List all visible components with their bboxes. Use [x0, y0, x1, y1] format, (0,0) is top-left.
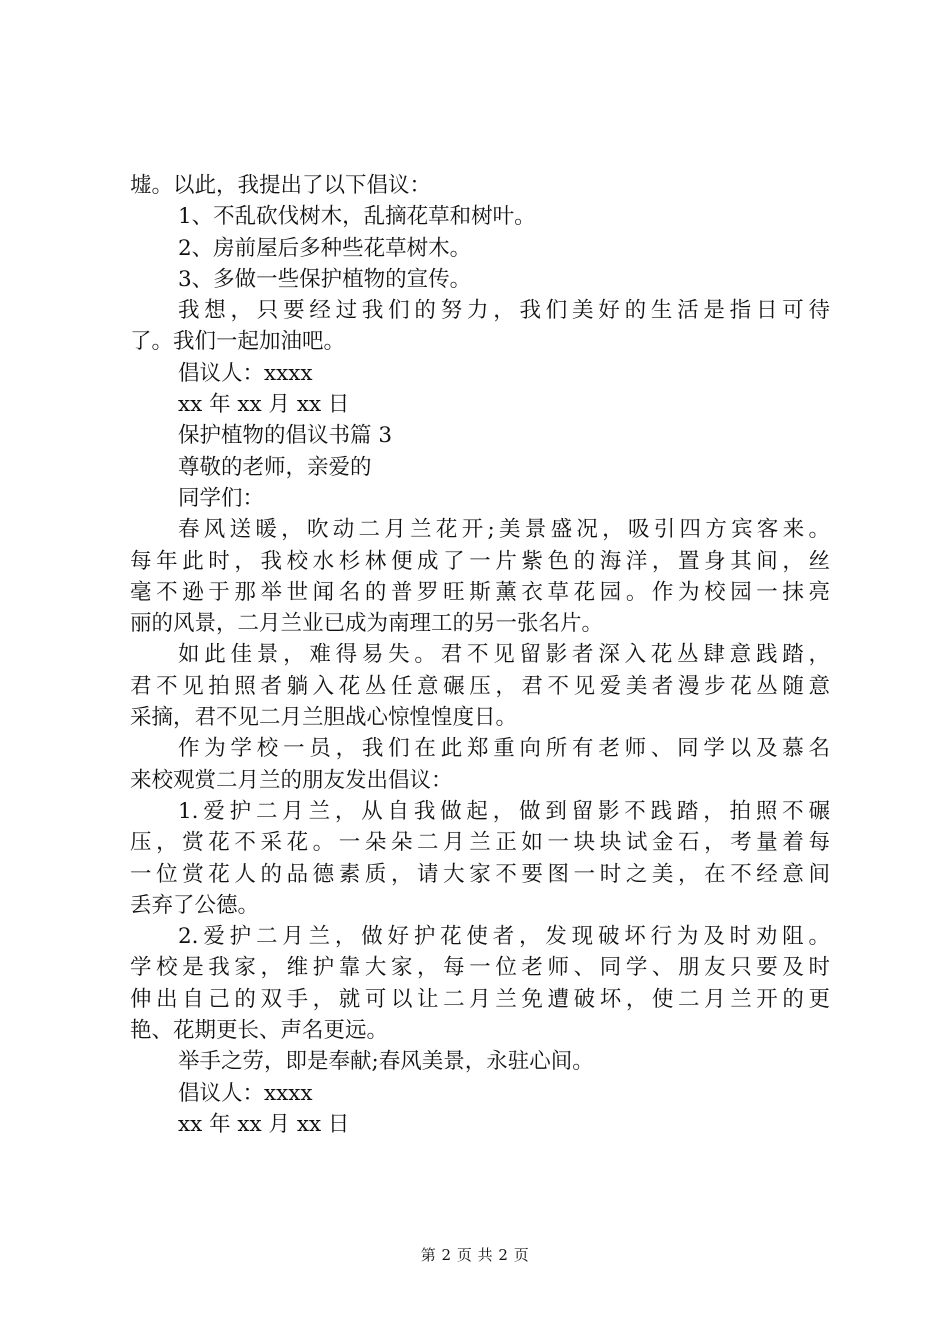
document-body [130, 170, 830, 1140]
text-line: 墟。以此，我提出了以下倡议： [130, 173, 432, 198]
text-line: 君不见拍照者躺入花丛任意碾压，君不见爱美者漫步花丛随意 [130, 673, 830, 699]
text-line: 一位赏花人的品德素质，请大家不要图一时之美，在不经意间 [130, 861, 830, 887]
text-line: 丢弃了公德。 [130, 892, 260, 918]
text-line: 举手之劳，即是奉献;春风美景，永驻心间。 [178, 1049, 594, 1075]
text-line: 采摘，君不见二月兰胆战心惊惶惶度日。 [130, 705, 518, 731]
text-line: 伸出自己的双手，就可以让二月兰免遭破坏，使二月兰开的更 [130, 986, 830, 1012]
text-line: 如此佳景，难得易失。君不见留影者深入花丛肆意践踏， [178, 642, 830, 668]
text-line: 倡议人：xxxx [178, 1080, 313, 1106]
text-line: 同学们： [178, 485, 265, 511]
text-line: 来校观赏二月兰的朋友发出倡议： [130, 767, 453, 793]
text-line: xx 年 xx 月 xx 日 [178, 1111, 350, 1137]
text-line: 3、多做一些保护植物的宣传。 [178, 266, 472, 292]
text-line: 尊敬的老师，亲爱的 [178, 454, 372, 480]
text-line: 1、不乱砍伐树木，乱摘花草和树叶。 [178, 204, 536, 230]
text-line: 压，赏花不采花。一朵朵二月兰正如一块块试金石，考量着每 [130, 830, 830, 856]
text-line: 我想，只要经过我们的努力，我们美好的生活是指日可待 [178, 298, 830, 324]
text-line: 丽的风景，二月兰业已成为南理工的另一张名片。 [130, 611, 604, 637]
text-line: 1.爱护二月兰，从自我做起，做到留影不践踏，拍照不碾 [178, 798, 830, 824]
page-footer: 第 2 页 共 2 页 [420, 1246, 530, 1264]
text-line: 作为学校一员，我们在此郑重向所有老师、同学以及慕名 [178, 736, 830, 762]
text-line: 2.爱护二月兰，做好护花使者，发现破坏行为及时劝阻。 [178, 924, 830, 950]
text-line: 2、房前屋后多种些花草树木。 [178, 235, 472, 261]
text-line: 学校是我家，维护靠大家，每一位老师、同学、朋友只要及时 [130, 955, 830, 981]
text-line: xx 年 xx 月 xx 日 [178, 392, 350, 418]
text-line: 倡议人：xxxx [178, 360, 313, 386]
text-line: 每年此时，我校水杉林便成了一片紫色的海洋，置身其间，丝 [130, 548, 830, 574]
text-line: 春风送暖，吹动二月兰花开;美景盛况，吸引四方宾客来。 [178, 517, 830, 543]
text-line: 艳、花期更长、声名更远。 [130, 1018, 389, 1044]
text-line: 保护植物的倡议书篇 3 [178, 423, 393, 449]
text-line: 毫不逊于那举世闻名的普罗旺斯薰衣草花园。作为校园一抹亮 [130, 579, 830, 605]
text-line: 了。我们一起加油吧。 [130, 329, 346, 355]
